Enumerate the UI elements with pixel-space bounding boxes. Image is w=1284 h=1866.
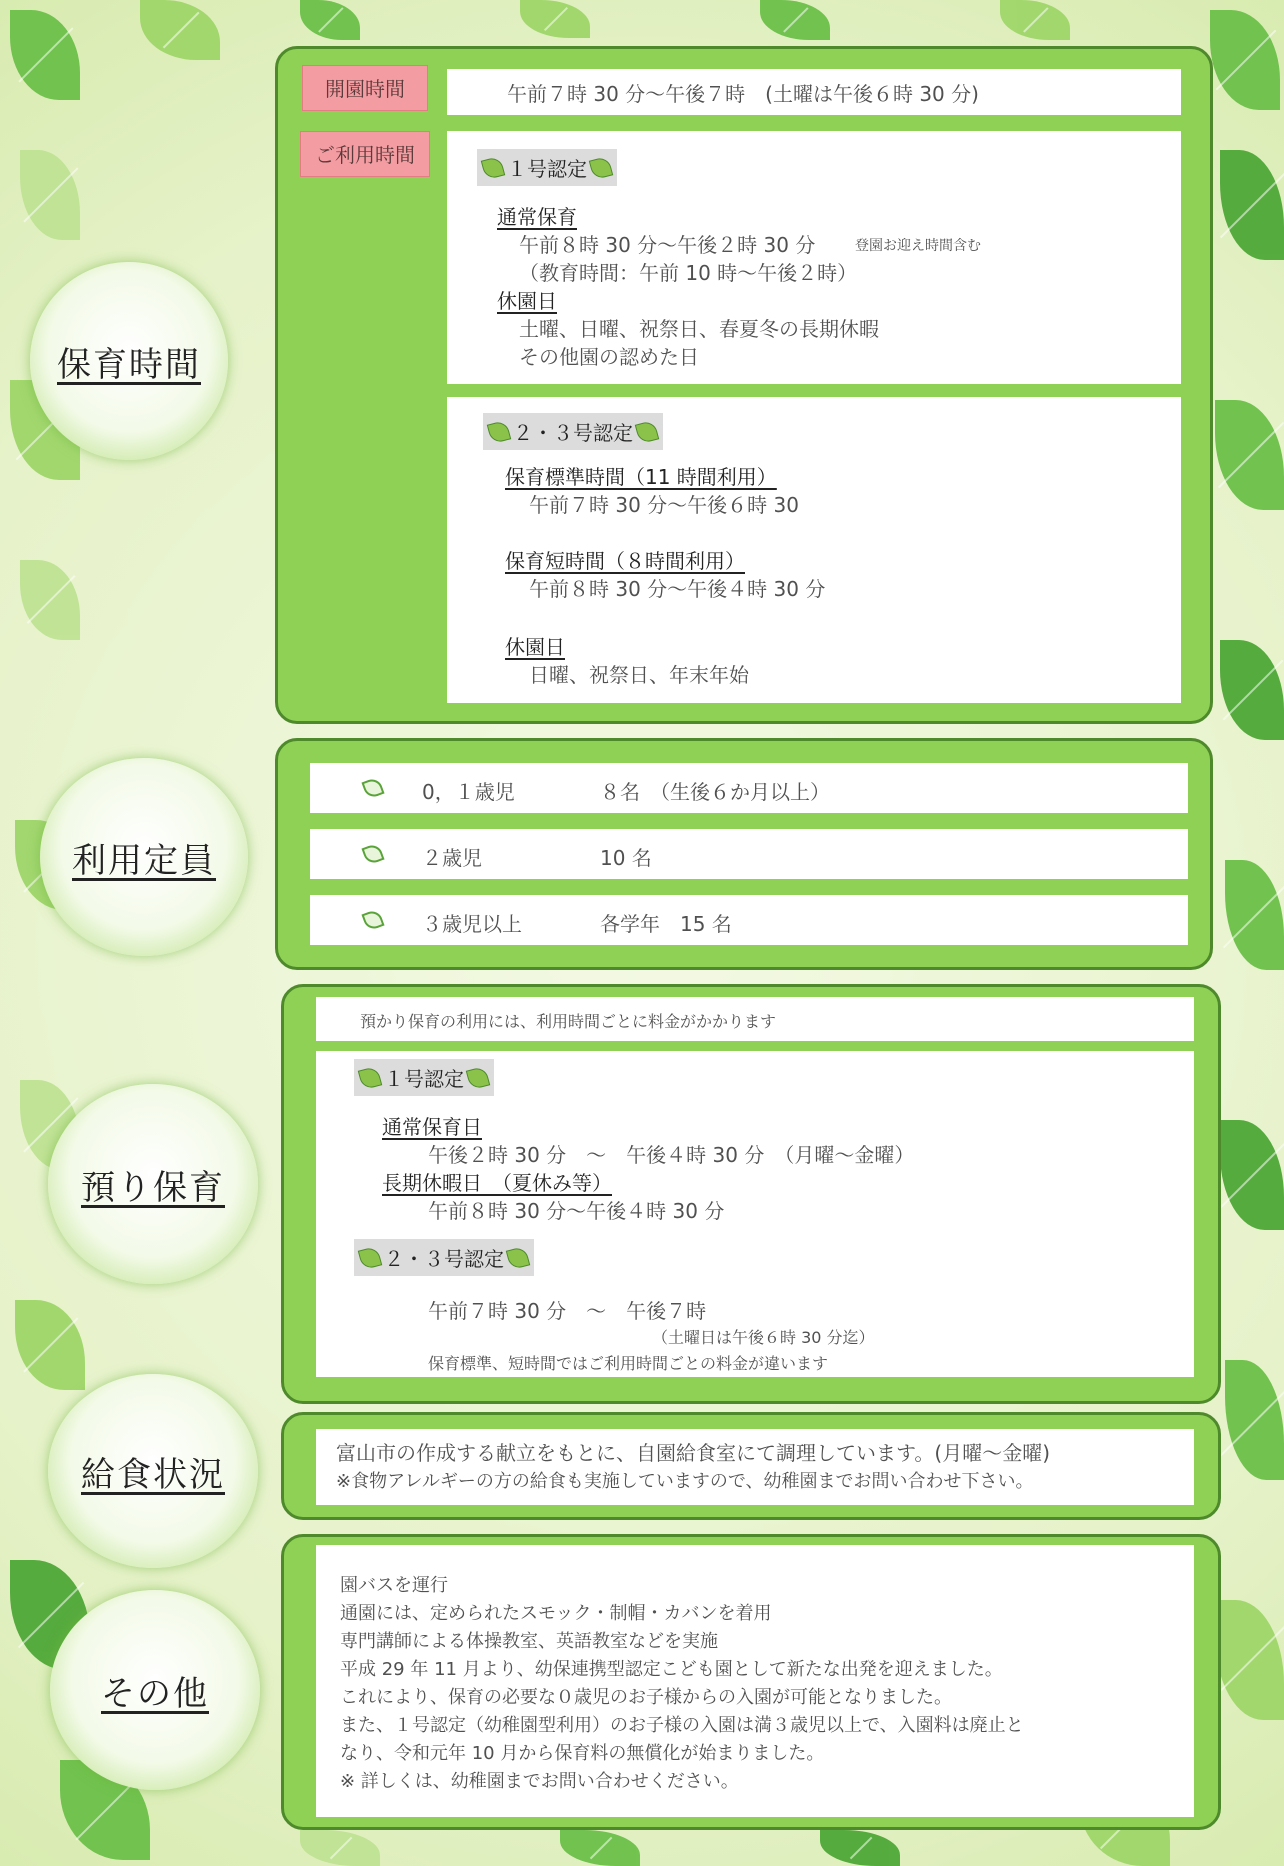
temporary-intro-box (316, 997, 1194, 1041)
section-circle-hours (30, 262, 228, 460)
temporary-cert23-heading (354, 1239, 534, 1276)
cert23-fee-note: 保育標準、短時間ではご利用時間ごとの料金が違います (428, 1354, 829, 1373)
section-title-capacity: 利用定員 (72, 840, 216, 881)
other-line: 園バスを運行 (340, 1575, 448, 1596)
section-circle-capacity (40, 758, 248, 956)
leaf-icon (361, 776, 384, 799)
capacity-age: 0，１歳児 (422, 780, 515, 804)
capacity-count: 10 名 (600, 846, 652, 870)
section-circle-temporary (48, 1084, 258, 1284)
other-box (316, 1545, 1194, 1817)
regular-day-title: 通常保育日 (382, 1115, 482, 1139)
use-hours-label: ご利用時間 (300, 131, 430, 177)
cert23-temporary-time: 午前７時 30 分 ～ 午後７時 (428, 1299, 707, 1323)
temporary-intro: 預かり保育の利用には、利用時間ごとに料金がかかります (360, 1012, 777, 1031)
meals-line-1: 富山市の作成する献立をもとに、自園給食室にて調理しています。(月曜～金曜) (336, 1441, 1051, 1465)
cert1-closed-days-2: その他園の認めた日 (519, 345, 699, 369)
leaf-icon (361, 908, 384, 931)
other-line: これにより、保育の必要な０歳児のお子様からの入園が可能となりました。 (340, 1687, 952, 1708)
cert23-heading-text: ２・３号認定 (513, 421, 633, 445)
other-line: 専門講師による体操教室、英語教室などを実施 (340, 1631, 718, 1652)
section-title-temporary: 預り保育 (81, 1167, 225, 1208)
meals-line-2: ※食物アレルギーの方の給食も実施していますので、幼稚園までお問い合わせ下さい。 (336, 1471, 1034, 1492)
temporary-cert1-heading-text: １号認定 (384, 1067, 464, 1091)
meals-box (316, 1429, 1194, 1505)
leaf-icon (358, 1065, 382, 1089)
education-time: （教育時間：午前 10 時～午後２時） (519, 261, 858, 285)
capacity-panel (275, 738, 1213, 970)
capacity-count: 各学年 15 名 (600, 912, 732, 936)
leaf-icon (361, 842, 384, 865)
open-hours-value: 午前７時 30 分～午後７時 (土曜は午後６時 30 分) (507, 82, 979, 106)
section-circle-other (50, 1590, 260, 1790)
open-hours-label: 開園時間 (302, 65, 428, 111)
leaf-icon (635, 419, 659, 443)
standard-hours-title: 保育標準時間（11 時間利用） (505, 465, 777, 489)
temporary-cert1-heading (354, 1059, 494, 1096)
capacity-row (310, 895, 1188, 945)
leaf-icon (506, 1245, 530, 1269)
cert1-closed-title: 休園日 (497, 289, 557, 313)
capacity-row (310, 829, 1188, 879)
regular-care-time: 午前８時 30 分～午後２時 30 分 (519, 233, 816, 257)
other-line: なり、令和元年 10 月から保育料の無償化が始まりました。 (340, 1743, 825, 1764)
cert1-box (447, 131, 1181, 384)
leaf-icon (589, 155, 613, 179)
leaf-icon (481, 155, 505, 179)
leaf-icon (487, 419, 511, 443)
long-holiday-title: 長期休暇日 （夏休み等） (382, 1171, 612, 1195)
long-holiday-time: 午前８時 30 分～午後４時 30 分 (428, 1199, 725, 1223)
section-title-other: その他 (101, 1673, 209, 1714)
cert1-heading (477, 149, 617, 186)
cert1-heading-text: １号認定 (507, 157, 587, 181)
leaf-icon (358, 1245, 382, 1269)
section-circle-meals (48, 1374, 258, 1568)
open-hours-box (447, 69, 1181, 115)
capacity-age: ３歳児以上 (422, 912, 522, 936)
other-line: ※ 詳しくは、幼稚園までお問い合わせください。 (340, 1771, 739, 1792)
regular-care-note: 登園お迎え時間含む (855, 238, 981, 254)
temporary-cert23-heading-text: ２・３号認定 (384, 1247, 504, 1271)
hours-panel (275, 46, 1213, 724)
meals-panel (281, 1412, 1221, 1520)
cert23-saturday-note: （土曜日は午後６時 30 分迄） (652, 1328, 875, 1347)
cert23-closed-title: 休園日 (505, 635, 565, 659)
capacity-row (310, 763, 1188, 813)
other-line: 通園には、定められたスモック・制帽・カバンを着用 (340, 1603, 772, 1624)
cert23-box (447, 397, 1181, 703)
regular-care-title: 通常保育 (497, 205, 577, 229)
temporary-panel (281, 984, 1221, 1404)
section-title-hours: 保育時間 (57, 344, 201, 385)
standard-hours-time: 午前７時 30 分～午後６時 30 (529, 493, 799, 517)
other-panel (281, 1534, 1221, 1830)
other-line: 平成 29 年 11 月より、幼保連携型認定こども園として新たな出発を迎えました。 (340, 1659, 1003, 1680)
temporary-detail-box (316, 1051, 1194, 1377)
cert1-closed-days-1: 土曜、日曜、祝祭日、春夏冬の長期休暇 (519, 317, 879, 341)
capacity-age: ２歳児 (422, 846, 482, 870)
other-line: また、１号認定（幼稚園型利用）のお子様の入園は満３歳児以上で、入園料は廃止と (340, 1715, 1024, 1736)
section-title-meals: 給食状況 (81, 1454, 225, 1495)
leaf-icon (466, 1065, 490, 1089)
cert23-heading (483, 413, 663, 450)
short-hours-title: 保育短時間（８時間利用） (505, 549, 745, 573)
cert23-closed-days: 日曜、祝祭日、年末年始 (529, 663, 749, 687)
capacity-count: ８名 （生後６か月以上） (600, 780, 830, 804)
short-hours-time: 午前８時 30 分～午後４時 30 分 (529, 577, 826, 601)
regular-day-time: 午後２時 30 分 ～ 午後４時 30 分 （月曜～金曜） (428, 1143, 915, 1167)
